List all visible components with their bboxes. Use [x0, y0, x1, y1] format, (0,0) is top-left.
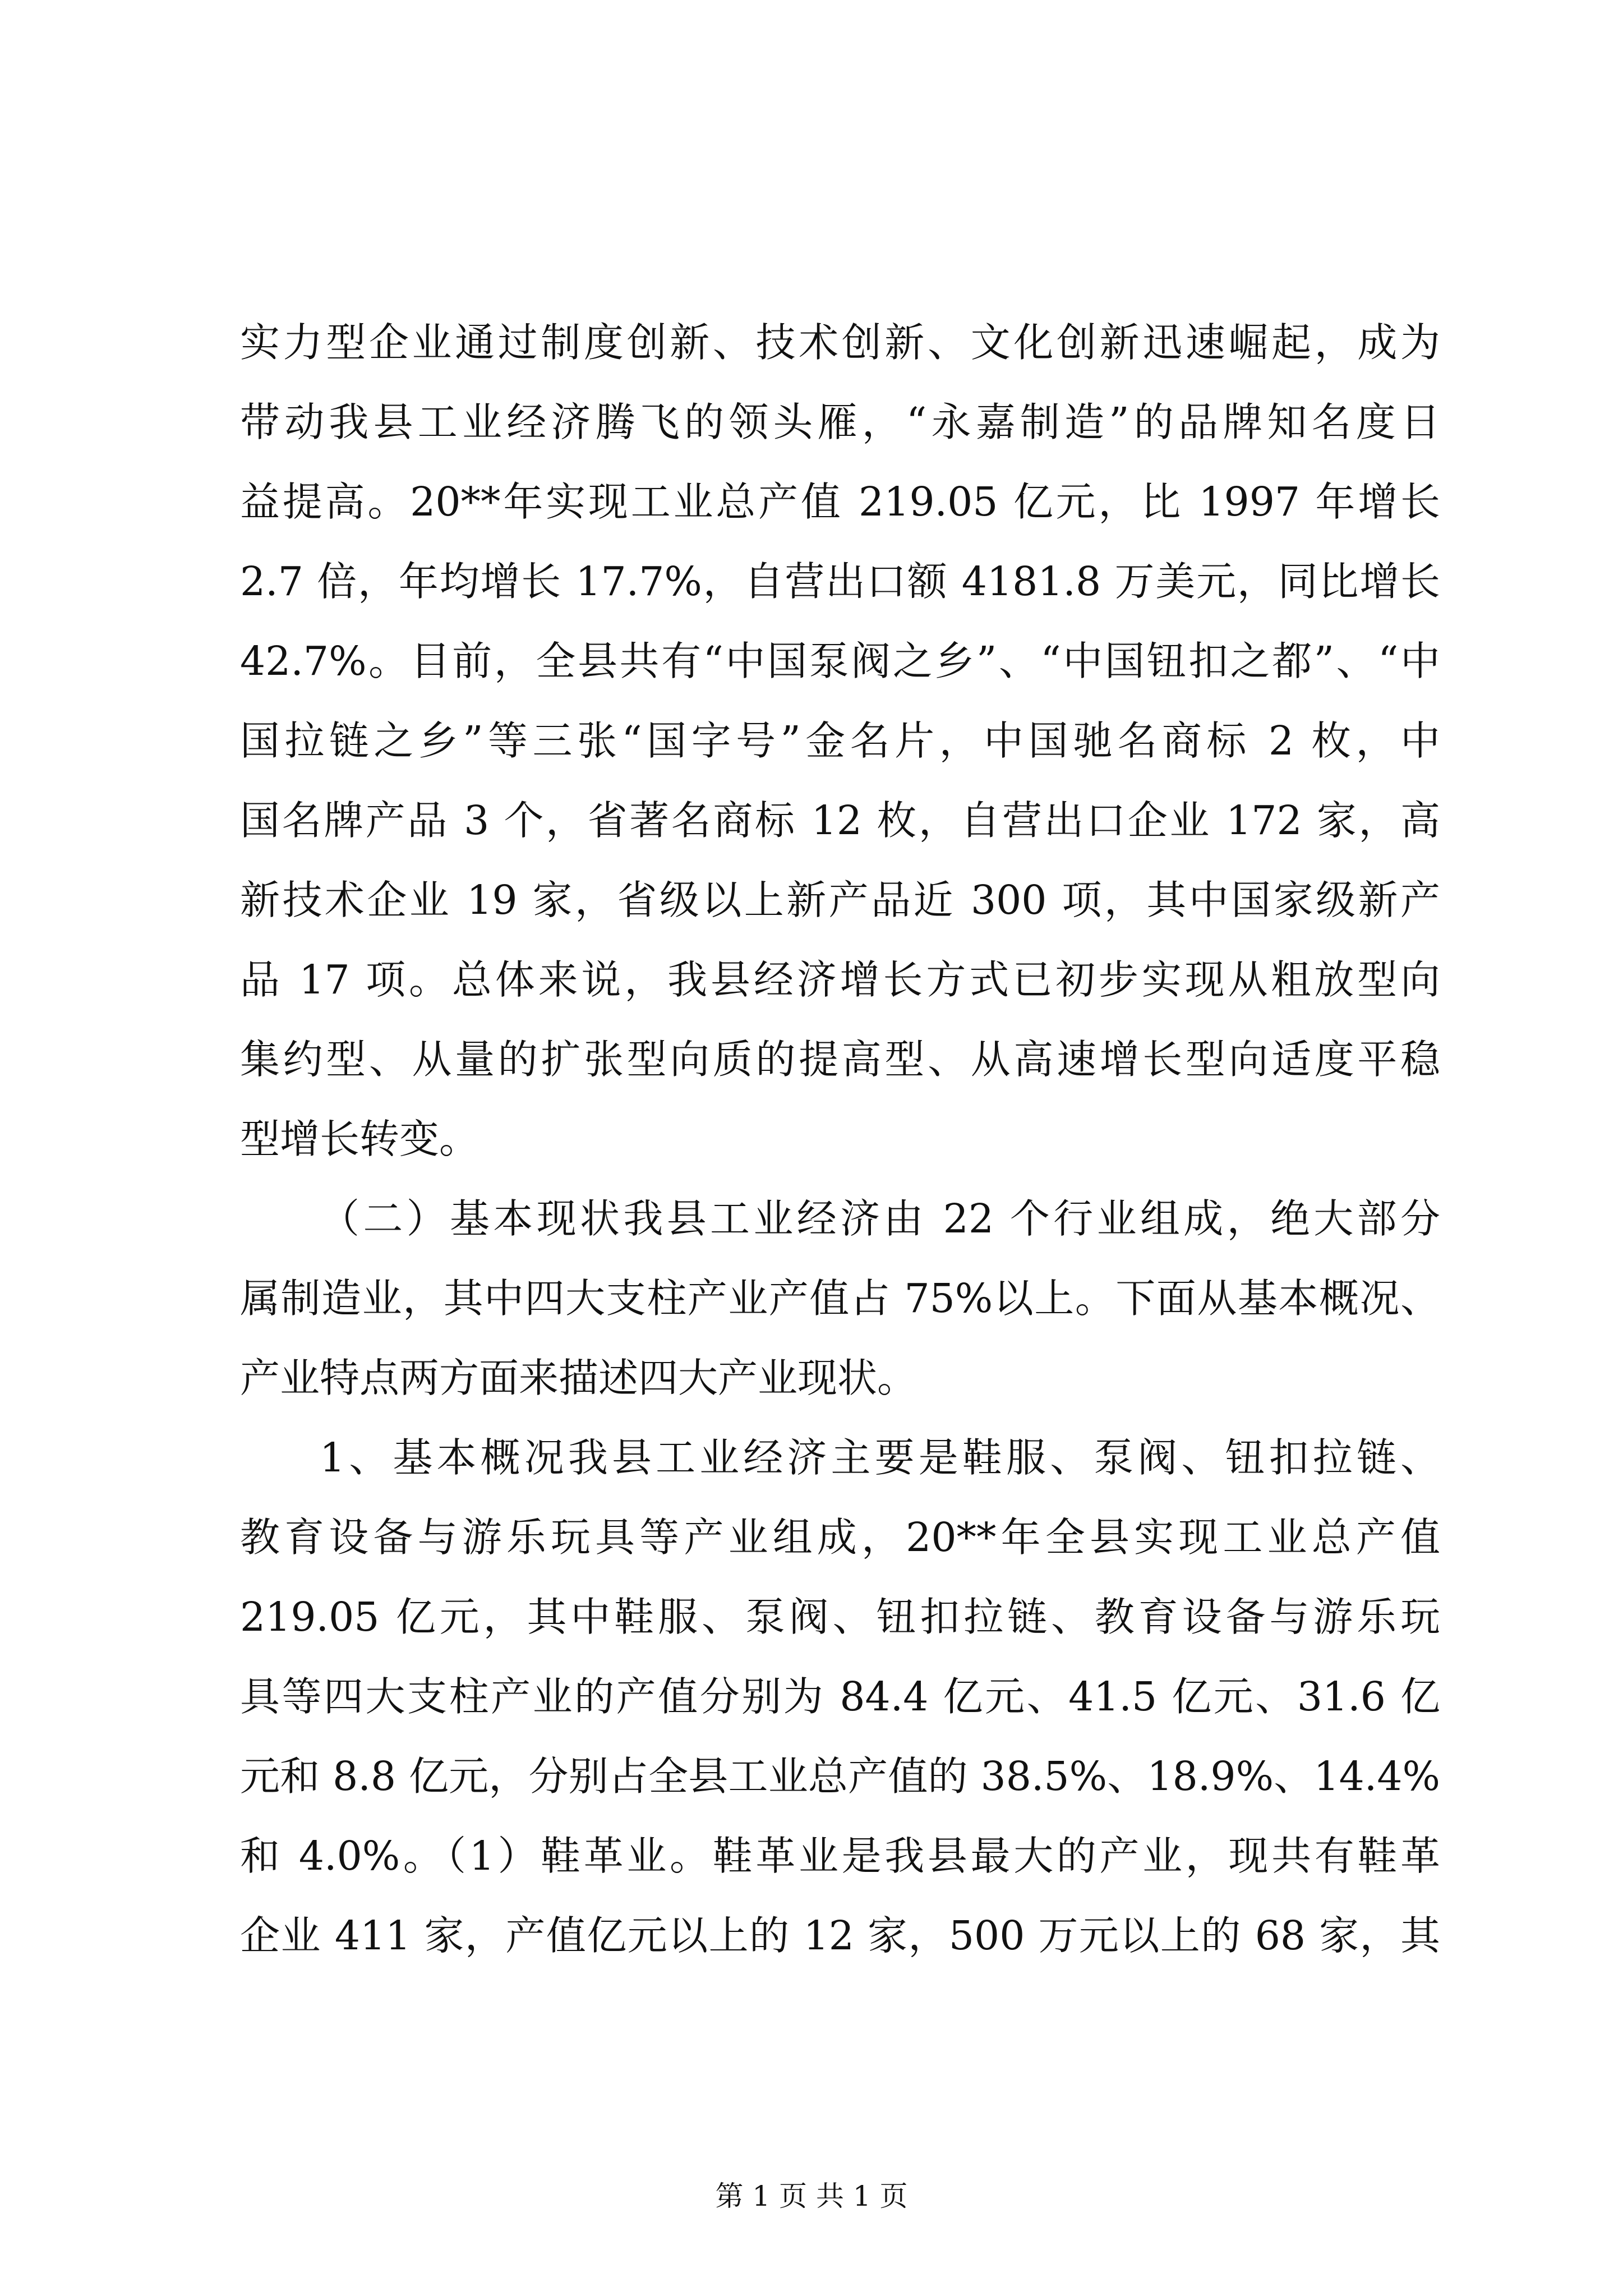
text-line: 带动我县工业经济腾飞的领头雁，“永嘉制造”的品牌知名度日	[240, 399, 1440, 445]
text-line: 新技术企业 19 家，省级以上新产品近 300 项，其中国家级新产	[240, 877, 1440, 923]
text-line: 42.7%。目前，全县共有“中国泵阀之乡”、“中国钮扣之都”、“中	[240, 638, 1440, 684]
text-line: 企业 411 家，产值亿元以上的 12 家，500 万元以上的 68 家，其	[240, 1912, 1440, 1959]
text-line: 219.05 亿元，其中鞋服、泵阀、钮扣拉链、教育设备与游乐玩	[240, 1594, 1440, 1640]
text-line: 2.7 倍，年均增长 17.7%，自营出口额 4181.8 万美元，同比增长	[240, 558, 1440, 605]
text-line: 和 4.0%。（1）鞋革业。鞋革业是我县最大的产业，现共有鞋革	[240, 1833, 1440, 1879]
text-line: 集约型、从量的扩张型向质的提高型、从高速增长型向适度平稳	[240, 1036, 1440, 1083]
text-line: 型增长转变。	[240, 1116, 479, 1162]
text-line: 属制造业，其中四大支柱产业产值占 75%以上。下面从基本概况、	[240, 1275, 1440, 1322]
text-line: 实力型企业通过制度创新、技术创新、文化创新迅速崛起，成为	[240, 319, 1440, 366]
text-line: 国拉链之乡”等三张“国字号”金名片，中国驰名商标 2 枚，中	[240, 717, 1440, 764]
body-text	[240, 303, 1440, 1976]
text-line: 国名牌产品 3 个，省著名商标 12 枚，自营出口企业 172 家，高	[240, 797, 1440, 844]
paragraph-start-line: 1、基本概况我县工业经济主要是鞋服、泵阀、钮扣拉链、	[320, 1434, 1440, 1481]
text-line: 教育设备与游乐玩具等产业组成，20**年全县实现工业总产值	[240, 1514, 1440, 1561]
text-line: 品 17 项。总体来说，我县经济增长方式已初步实现从粗放型向	[240, 956, 1440, 1003]
text-line: 元和 8.8 亿元，分别占全县工业总产值的 38.5%、18.9%、14.4%	[240, 1753, 1440, 1800]
text-line: 具等四大支柱产业的产值分别为 84.4 亿元、41.5 亿元、31.6 亿	[240, 1673, 1440, 1720]
page-number-footer: 第 1 页 共 1 页	[715, 2180, 908, 2212]
text-line: 益提高。20**年实现工业总产值 219.05 亿元，比 1997 年增长	[240, 478, 1440, 525]
text-line: 产业特点两方面来描述四大产业现状。	[240, 1355, 917, 1401]
paragraph-start-line: （二）基本现状我县工业经济由 22 个行业组成，绝大部分	[320, 1195, 1440, 1242]
